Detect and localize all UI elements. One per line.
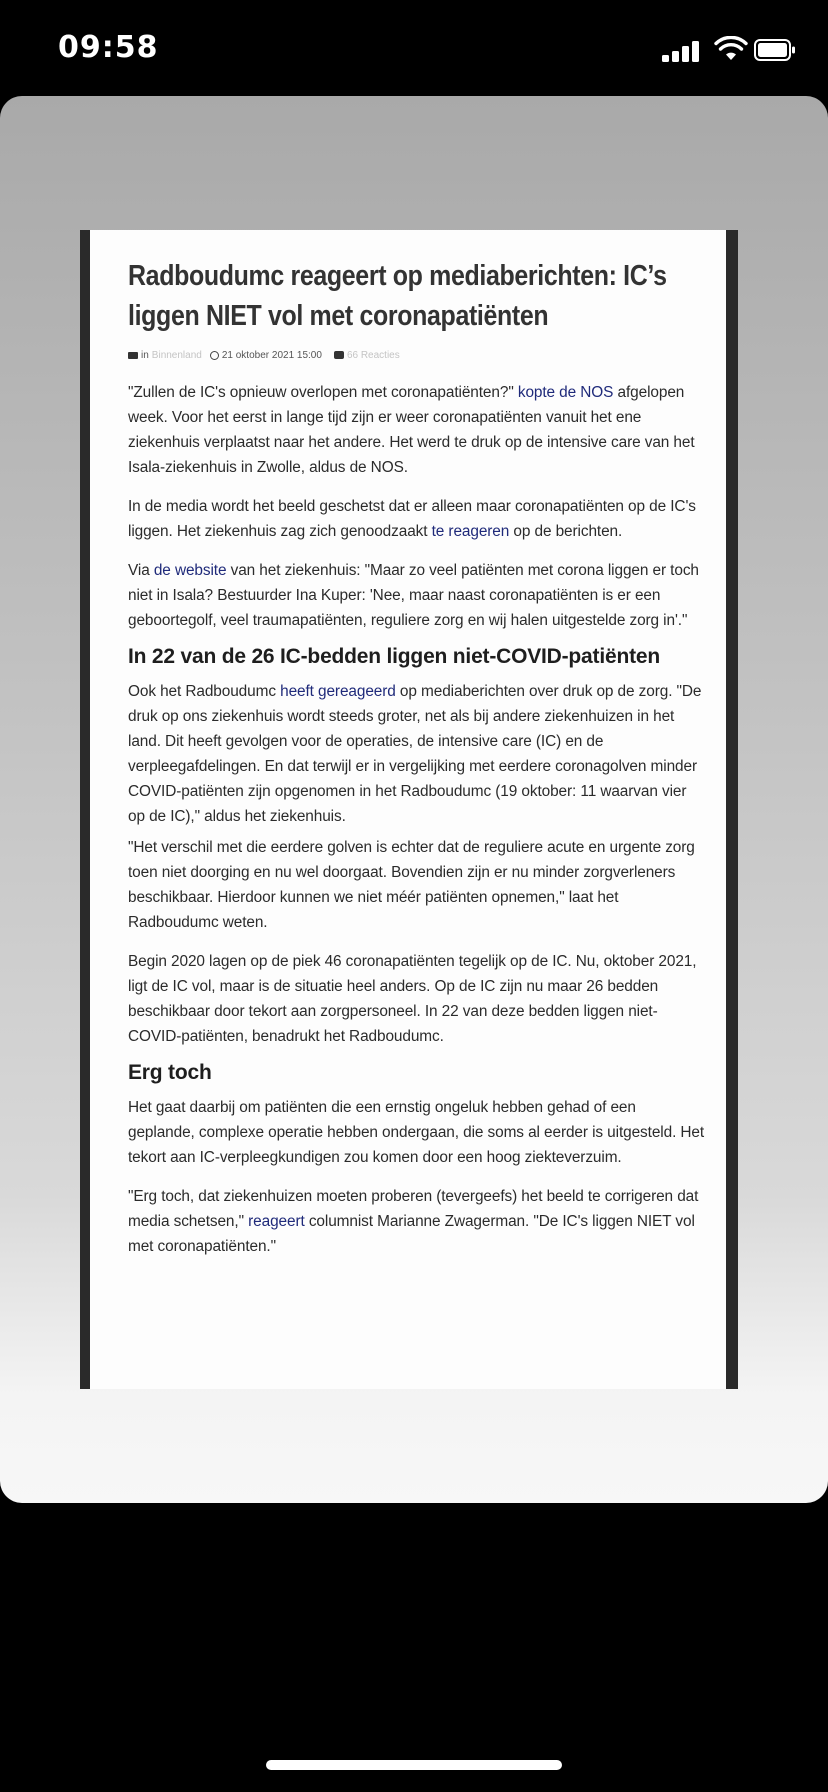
link-te-reageren: te reageren (431, 523, 510, 540)
paragraph-2: In de media wordt het beeld geschetst dat er alleen maar coronapatiënten op de IC's liggen. Het ziekenhuis zag zich genoodzaakt te reageren op de berichten. (128, 498, 696, 540)
comment-icon (334, 351, 344, 359)
link-kopte-de-nos: kopte de NOS (517, 384, 614, 401)
link-heeft-gereageerd: heeft gereageerd (280, 683, 396, 700)
folder-icon (128, 352, 138, 359)
battery-icon (754, 39, 796, 61)
meta-category-prefix: in (141, 349, 149, 361)
meta-comments: 66 Reacties (346, 349, 400, 361)
image-viewer[interactable] (0, 96, 828, 1503)
paragraph-5: "Het verschil met die eerdere golven is echter dat de reguliere acute en urgente zorg toen niet doorging en nu wel doorgaat. Bovendien zijn er nu minder zorgverleners beschikbaar. Hierdoor kunnen we niet méér patiënten opnemen," laat het Radboudumc weten. (128, 839, 695, 931)
paragraph-7: Het gaat daarbij om patiënten die een ernstig ongeluk hebben gehad of een geplande, complexe operatie hebben ondergaan, die soms al eerder is uitgesteld. Het tekort aan IC-verpleegkundigen zou komen door een hoog ziekteverzuim. (128, 1099, 705, 1166)
status-time: 09:58 (58, 30, 159, 65)
article (90, 230, 726, 1389)
link-reageert: reageert (248, 1213, 305, 1230)
meta-category: Binnenland (151, 349, 202, 361)
subheading-ic-bedden: In 22 van de 26 IC-bedden liggen niet-COVID-patiënten (128, 645, 660, 668)
article-title: Radboudumc reageert op mediaberichten: IC’s liggen NIET vol met coronapatiënten (128, 260, 667, 332)
paragraph-4: Ook het Radboudumc heeft gereageerd op mediaberichten over druk op de zorg. "De druk op ons ziekenhuis wordt steeds groter, net als bij andere ziekenhuizen in het land. Dit heeft gevolgen voor de operaties, de intensive care (IC) en de verpleegafdelingen. En dat terwijl er in vergelijking met eerdere coronagolven minder COVID-patiënten zijn opgenomen in het Radboudumc (19 oktober: 11 waarvan vier op de IC)," aldus het ziekenhuis. (128, 683, 702, 825)
article-screenshot (80, 230, 738, 1389)
paragraph-8: "Erg toch, dat ziekenhuizen moeten proberen (tevergeefs) het beeld te corrigeren dat media schetsen," reageert columnist Marianne Zwagerman. "De IC's liggen NIET vol met coronapatiënten." (128, 1188, 699, 1255)
status-bar (0, 0, 828, 100)
meta-date: 21 oktober 2021 15:00 (221, 349, 322, 361)
paragraph-3: Via de website van het ziekenhuis: "Maar zo veel patiënten met corona liggen er toch niet in Isala? Bestuurder Ina Kuper: 'Nee, maar naast coronapatiënten is er een geboortegolf, veel traumapatiënten, reguliere zorg en wij halen uitgestelde zorg in'." (128, 562, 699, 629)
subheading-erg-toch: Erg toch (128, 1061, 212, 1084)
link-de-website: de website (153, 562, 227, 579)
home-indicator[interactable] (266, 1760, 562, 1770)
wifi-icon (714, 36, 748, 62)
cellular-signal-icon (662, 40, 702, 62)
paragraph-6: Begin 2020 lagen op de piek 46 coronapatiënten tegelijk op de IC. Nu, oktober 2021, ligt de IC vol, maar is de situatie heel anders. Op de IC zijn nu maar 26 bedden beschikbaar door tekort aan zorgpersoneel. In 22 van deze bedden liggen niet-COVID-patiënten, benadrukt het Radboudumc. (128, 953, 697, 1045)
article-meta (128, 346, 706, 364)
paragraph-1: "Zullen de IC's opnieuw overlopen met coronapatiënten?" kopte de NOS afgelopen week. Voor het eerst in lange tijd zijn er weer coronapatiënten vanuit het ene ziekenhuis verplaatst naar het andere. Het werd te druk op de intensive care van het Isala-ziekenhuis in Zwolle, aldus de NOS. (128, 384, 695, 476)
clock-icon (210, 351, 219, 360)
